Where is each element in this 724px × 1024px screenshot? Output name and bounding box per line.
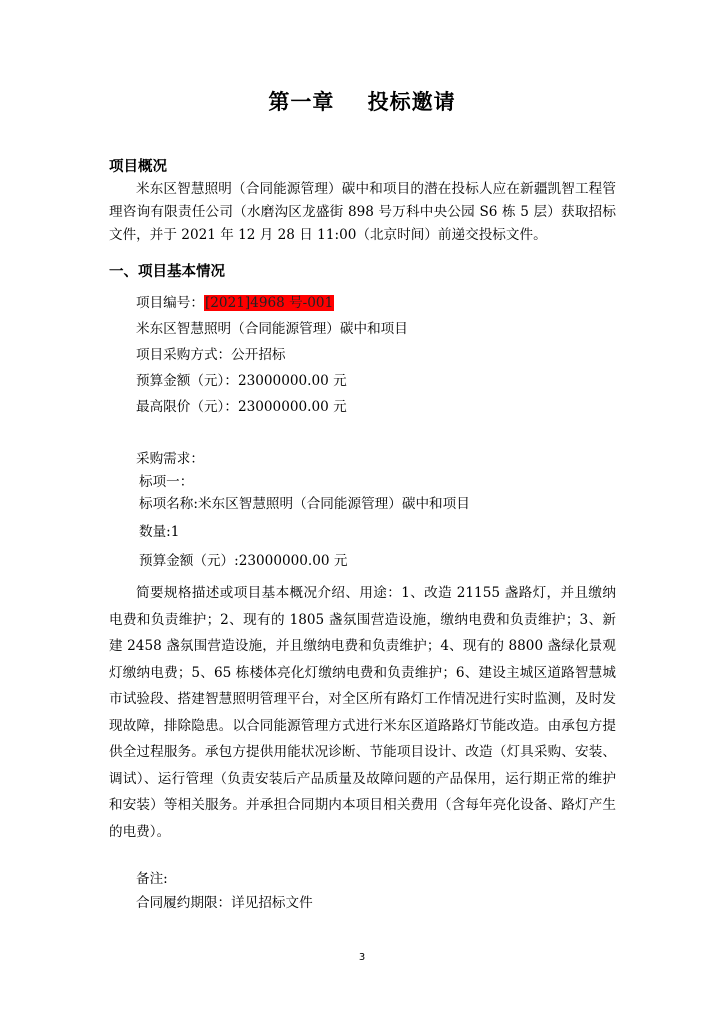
requirements-heading: 采购需求：: [136, 451, 204, 467]
page-number: 3: [358, 952, 366, 963]
max-price: 最高限价（元）：23000000.00 元: [136, 399, 347, 415]
remark-label: 备注:: [136, 871, 168, 887]
lot-quantity: 数量:1: [139, 524, 180, 540]
project-name: 米东区智慧照明（合同能源管理）碳中和项目: [136, 321, 408, 337]
lot-name: 标项名称:米东区智慧照明（合同能源管理）碳中和项目: [139, 496, 470, 512]
project-number-label: 项目编号：: [136, 295, 204, 311]
lot-label: 标项一：: [139, 474, 194, 490]
overview-heading: 项目概况: [109, 159, 167, 175]
contract-period: 合同履约期限：详见招标文件: [136, 895, 313, 911]
project-number-value: [2021]4968 号-001: [204, 295, 334, 311]
chapter-title: 第一章 投标邀请: [268, 90, 456, 114]
overview-text: 米东区智慧照明（合同能源管理）碳中和项目的潜在投标人应在新疆凯智工程管理咨询有限责任公司（水磨沟区龙盛街 898 号万科中央公园 S6 栋 5 层）获取招标文件，并于 2021 年 12 月 28 日 11:00（北京时间）前递交投标文件。: [109, 181, 616, 243]
lot-budget: 预算金额（元）:23000000.00 元: [139, 553, 348, 569]
basic-info-heading: 一、项目基本情况: [109, 264, 225, 280]
project-description: 简要规格描述或项目基本概况介绍、用途：1、改造 21155 盏路灯，并且缴纳电费和负责维护；2、现有的 1805 盏氛围营造设施，缴纳电费和负责维护；3、新建 2458 盏氛围营造设施，并且缴纳电费和负责维护；4、现有的 8800 盏绿化景观灯缴纳电费；5、65 栋楼体亮化灯缴纳电费和负责维护；6、建设主城区道路智慧城市试验段、搭建智慧照明管理平台，对全区所有路灯工作情况进行实时监测，及时发现故障，排除隐患。以合同能源管理方式进行米东区道路路灯节能改造。由承包方提供全过程服务。承包方提供用能状况诊断、节能项目设计、改造（灯具采购、安装、调试）、运行管理（负责安装后产品质量及故障问题的产品保用，运行期正常的维护和安装）等相关服务。并承担合同期内本项目相关费用（含每年亮化设备、路灯产生的电费）。: [109, 585, 616, 840]
project-number-line: [136, 293, 334, 313]
procurement-method: 项目采购方式：公开招标: [136, 347, 286, 363]
budget-amount: 预算金额（元）：23000000.00 元: [136, 373, 347, 389]
